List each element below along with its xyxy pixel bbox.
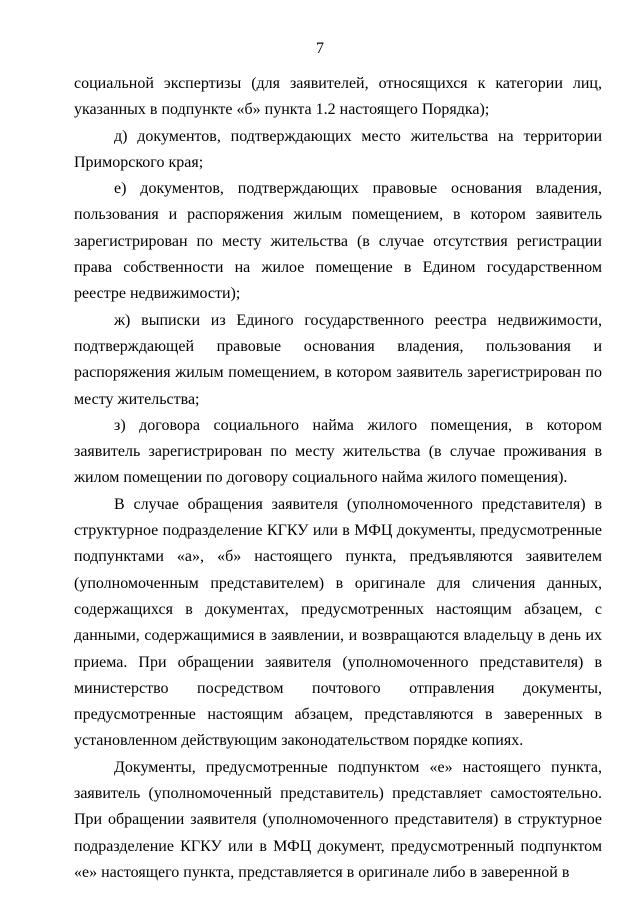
document-body xyxy=(74,71,602,886)
paragraph-item-e: е) документов, подтверждающих правовые основания владения, пользования и распоряжения жилым помещением, в котором заявитель зарегистрирован по месту жительства (в случае отсутствия регистрации права собственности на жилое помещение в Едином государственном реестре недвижимости); xyxy=(74,180,602,303)
paragraph-item-zh: ж) выписки из Единого государственного реестра недвижимости, подтверждающей правовые основания владения, пользования и распоряжения жилым помещением, в котором заявитель зарегистрирован по месту жительства; xyxy=(74,311,602,408)
paragraph-item-d: д) документов, подтверждающих место жительства на территории Приморского края; xyxy=(74,127,602,171)
paragraph-continuation: социальной экспертизы (для заявителей, относящихся к категории лиц, указанных в подпункте «б» пункта 1.2 настоящего Порядка); xyxy=(74,75,602,119)
page-number: 7 xyxy=(316,40,324,57)
paragraph-submission-kgku-mfc: В случае обращения заявителя (уполномоченного представителя) в структурное подразделение КГКУ или в МФЦ документы, предусмотренные подпунктами «а», «б» настоящего пункта, предъявляются заявителем (уполномоченным представителем) в оригинале для сличения данных, содержащихся в документах, предусмотренных настоящим абзацем, с данными, содержащимися в заявлении, и возвращаются владельцу в день их приема. При обращении заявителя (уполномоченного представителя) в министерство посредством почтового отправления документы, предусмотренные настоящим абзацем, представляются в заверенных в установленном действующим законодательством порядке копиях. xyxy=(74,495,602,750)
paragraph-documents-e: Документы, предусмотренные подпунктом «е» настоящего пункта, заявитель (уполномоченный представитель) представляет самостоятельно. При обращении заявителя (уполномоченного представителя) в структурное подразделение КГКУ или в МФЦ документ, предусмотренный подпунктом «е» настоящего пункта, представляется в оригинале либо в заверенной в xyxy=(74,758,602,881)
paragraph-item-z: з) договора социального найма жилого помещения, в котором заявитель зарегистрирован по месту жительства (в случае проживания в жилом помещении по договору социального найма жилого помещения). xyxy=(74,416,602,487)
